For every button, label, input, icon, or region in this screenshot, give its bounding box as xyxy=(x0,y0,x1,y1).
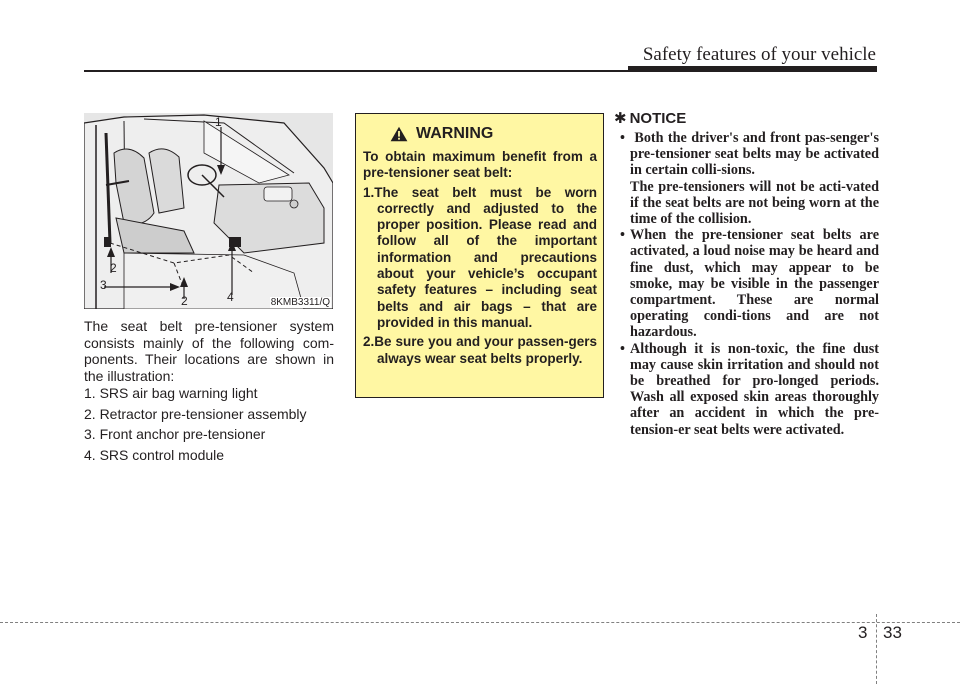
notice-header xyxy=(614,109,686,127)
notice-subnote: The pre-tensioners will not be acti-vated if the seat belts are not being worn at the time of the collision. xyxy=(630,178,879,228)
notice-item xyxy=(614,341,879,438)
callout-2-retractor: 2 xyxy=(110,261,117,275)
notice-title: NOTICE xyxy=(629,109,687,127)
component-list xyxy=(84,383,334,465)
figure-code: 8KMB3311/Q xyxy=(270,297,330,308)
footer-divider xyxy=(876,614,877,684)
warning-header xyxy=(363,122,597,146)
car-interior-drawing xyxy=(84,113,333,309)
notice-list xyxy=(614,130,879,438)
component-item: 4. SRS control module xyxy=(84,446,225,463)
component-item: 1. SRS air bag warning light xyxy=(84,385,258,401)
component-item: 3. Front anchor pre-tensioner xyxy=(84,426,266,442)
warning-title: WARNING xyxy=(416,125,494,142)
notice-item-text: Although it is non-toxic, the fine dust may cause skin irritation and should not be breathed for pro-longed periods. Wash all exposed skin areas thoroughly after an accident in which the pre-tension-er seat belts were activated. xyxy=(630,340,879,438)
warning-triangle-icon xyxy=(390,126,408,142)
intro-paragraph: The seat belt pre-tensioner system consists mainly of the following com-ponents. Their locations are shown in the illustration: xyxy=(84,318,334,384)
warning-item: 1.The seat belt must be worn correctly and adjusted to the proper position. Please read and follow all of the important information and precautions about your vehicle’s occupant safety features – including seat belts and air bags – that are provided in this manual. xyxy=(363,184,597,330)
callout-1: 1 xyxy=(215,115,222,129)
notice-item-text: Both the driver's and front pas-senger's pre-tensioner seat belts may be activated in certain colli-sions. xyxy=(630,130,879,179)
pretensioner-illustration xyxy=(84,113,333,309)
component-item: 2. Retractor pre-tensioner assembly xyxy=(84,405,307,422)
notice-item-text: When the pre-tensioner seat belts are activated, a loud noise may be heard and fine dust, which may appear to be smoke, may be visible in the passenger compartment. These are normal operating condi-tions and are not hazardous. xyxy=(630,227,879,341)
warning-lead: To obtain maximum benefit from a pre-tensioner seat belt: xyxy=(363,149,597,181)
footer-rule xyxy=(0,622,960,623)
header-rule-accent xyxy=(628,66,877,72)
page-number: 33 xyxy=(883,623,902,642)
notice-asterisk-icon: ✱ xyxy=(614,110,627,127)
warning-box xyxy=(355,113,604,398)
running-header-title: Safety features of your vehicle xyxy=(642,44,876,65)
callout-3: 3 xyxy=(100,278,107,292)
callout-2-floor: 2 xyxy=(181,294,188,308)
notice-item xyxy=(614,130,879,227)
warning-item: 2.Be sure you and your passen-gers always wear seat belts properly. xyxy=(363,334,597,366)
notice-item xyxy=(614,227,879,340)
warning-list xyxy=(363,185,597,367)
chapter-number: 3 xyxy=(858,623,868,642)
callout-4: 4 xyxy=(227,290,234,304)
